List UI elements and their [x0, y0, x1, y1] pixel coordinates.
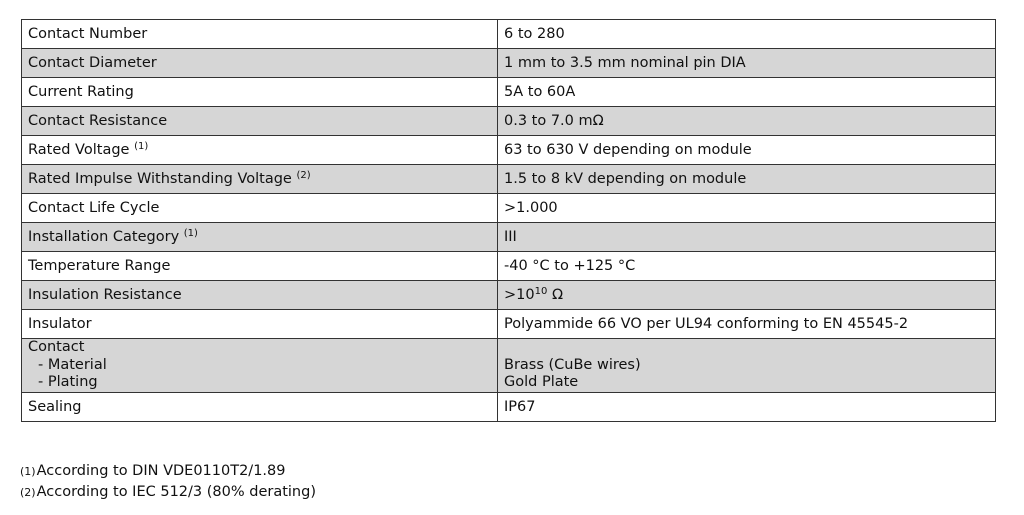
footnote-mark: (1) — [20, 465, 36, 478]
row-label-cell — [22, 223, 498, 252]
row-value: 1.5 to 8 kV depending on module — [498, 165, 996, 194]
row-label: Rated Voltage — [28, 142, 130, 158]
value-base: >10 — [504, 287, 535, 303]
table-row — [22, 20, 996, 49]
row-value: 6 to 280 — [498, 20, 996, 49]
row-label: Sealing — [22, 392, 498, 421]
value-plating: Gold Plate — [504, 374, 579, 390]
spec-table — [21, 19, 996, 422]
table-row — [22, 136, 996, 165]
value-exponent: 10 — [534, 286, 548, 297]
row-label: Installation Category — [28, 229, 180, 245]
table-row — [22, 165, 996, 194]
table-row — [22, 252, 996, 281]
table-row — [22, 310, 996, 339]
footnote-ref: (1) — [183, 228, 198, 239]
table-row — [22, 78, 996, 107]
row-value: 0.3 to 7.0 mΩ — [498, 107, 996, 136]
table-row — [22, 281, 996, 310]
sub-label-plating: - Plating — [38, 374, 98, 390]
sub-label-material: - Material — [38, 356, 107, 373]
row-label: Contact Resistance — [22, 107, 498, 136]
row-value: 5A to 60A — [498, 78, 996, 107]
row-value-cell — [498, 339, 996, 393]
row-label-cell — [22, 339, 498, 393]
row-label: Temperature Range — [22, 252, 498, 281]
footnote-ref: (2) — [296, 170, 311, 181]
row-label-cell — [22, 136, 498, 165]
row-label: Contact Number — [22, 20, 498, 49]
row-label: Current Rating — [22, 78, 498, 107]
footnote-text: According to IEC 512/3 (80% derating) — [36, 484, 316, 500]
footnote — [20, 461, 316, 482]
row-label: Contact Diameter — [22, 49, 498, 78]
table-row — [22, 49, 996, 78]
footnote-text: According to DIN VDE0110T2/1.89 — [36, 463, 286, 479]
row-value: Polyammide 66 VO per UL94 conforming to EN 45545-2 — [498, 310, 996, 339]
footnote-ref: (1) — [134, 141, 149, 152]
table-row — [22, 107, 996, 136]
row-label-cell — [22, 165, 498, 194]
table-row — [22, 392, 996, 421]
row-value: III — [498, 223, 996, 252]
row-value: -40 °C to +125 °C — [498, 252, 996, 281]
row-value: >1.000 — [498, 194, 996, 223]
row-label: Insulator — [22, 310, 498, 339]
value-unit: Ω — [551, 287, 564, 303]
row-label: Insulation Resistance — [22, 281, 498, 310]
table-row — [22, 223, 996, 252]
row-value: 1 mm to 3.5 mm nominal pin DIA — [498, 49, 996, 78]
footnote-mark: (2) — [20, 486, 36, 499]
row-label: Contact Life Cycle — [22, 194, 498, 223]
row-value-cell — [498, 281, 996, 310]
row-value: IP67 — [498, 392, 996, 421]
footnote — [20, 482, 316, 503]
value-material: Brass (CuBe wires) — [504, 356, 641, 373]
row-label: Contact — [28, 339, 85, 355]
row-label: Rated Impulse Withstanding Voltage — [28, 171, 292, 187]
table-row — [22, 194, 996, 223]
footnotes — [20, 461, 316, 503]
row-value: 63 to 630 V depending on module — [498, 136, 996, 165]
table-row — [22, 339, 996, 393]
